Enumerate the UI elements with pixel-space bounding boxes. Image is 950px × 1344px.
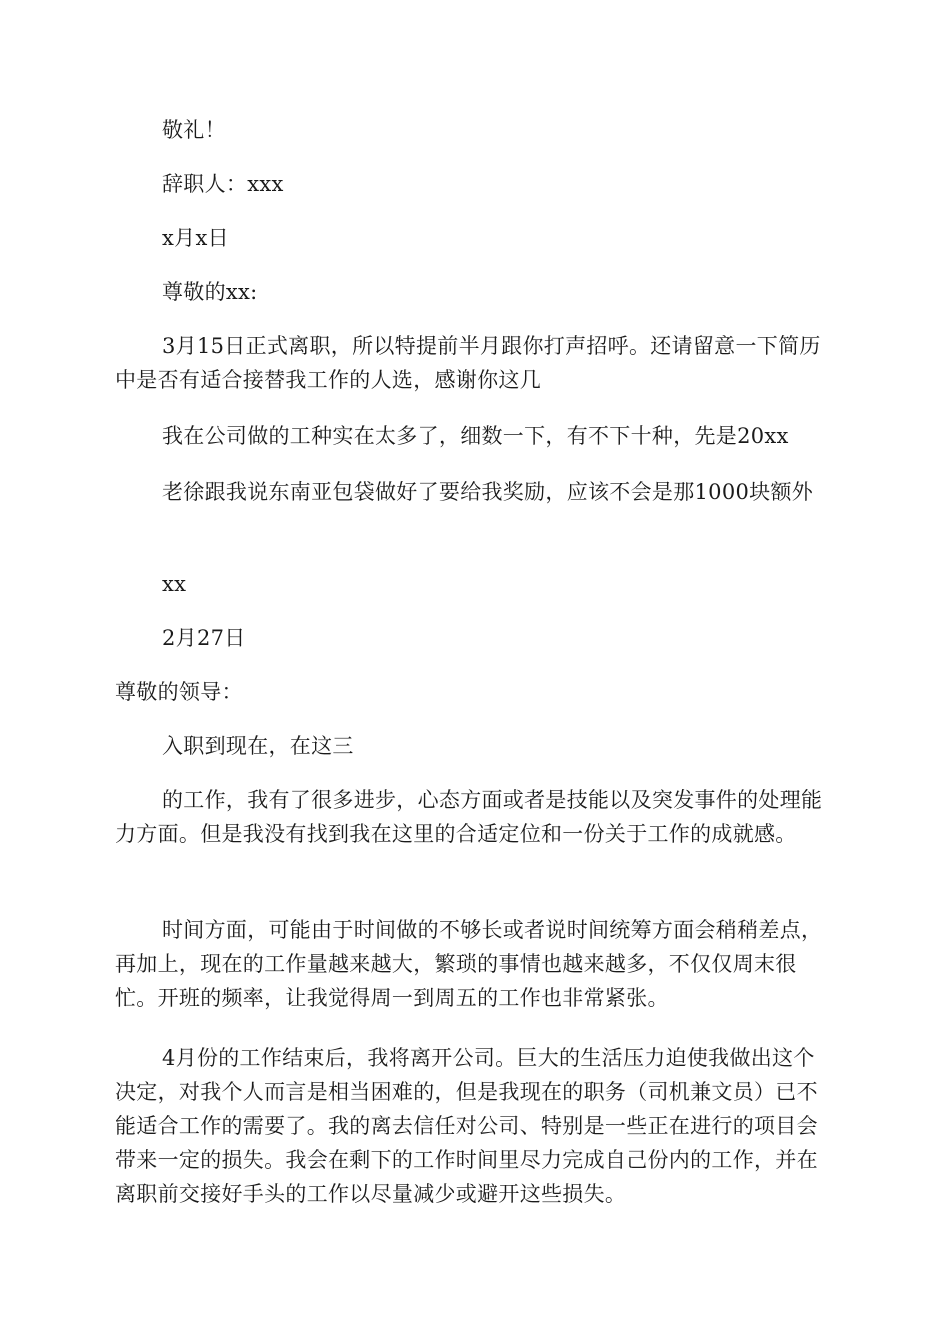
- body-paragraph: 的工作，我有了很多进步，心态方面或者是技能以及突发事件的处理能力方面。但是我没有找到我在这里的合适定位和一份关于工作的成就感。: [115, 788, 823, 846]
- body-paragraph: 我在公司做的工种实在太多了，细数一下，有不下十种，先是20xx: [162, 424, 789, 448]
- body-paragraph: 3月15日正式离职，所以特提前半月跟你打声招呼。还请留意一下简历中是否有适合接替我工作的人选，感谢你这几: [115, 334, 821, 392]
- body-paragraph: 老徐跟我说东南亚包袋做好了要给我奖励，应该不会是那1000块额外: [162, 480, 814, 504]
- date-line: x月x日: [162, 226, 229, 250]
- greeting-line: 尊敬的xx:: [162, 280, 258, 304]
- closing-salutation: 敬礼！: [162, 118, 226, 142]
- greeting-line: 尊敬的领导：: [115, 680, 243, 704]
- signature-line: 辞职人：xxx: [162, 172, 284, 196]
- body-paragraph: 4月份的工作结束后，我将离开公司。巨大的生活压力迫使我做出这个决定，对我个人而言是相当困难的，但是我现在的职务（司机兼文员）已不能适合工作的需要了。我的离去信任对公司、特别是一些正在进行的项目会带来一定的损失。我会在剩下的工作时间里尽力完成自己份内的工作，并在离职前交接好手头的工作以尽量减少或避开这些损失。: [115, 1046, 818, 1206]
- body-paragraph: 时间方面，可能由于时间做的不够长或者说时间统筹方面会稍稍差点，再加上，现在的工作量越来越大，繁琐的事情也越来越多，不仅仅周末很忙。开班的频率，让我觉得周一到周五的工作也非常紧张。: [115, 918, 823, 1010]
- body-paragraph: 入职到现在，在这三: [162, 734, 354, 758]
- signature-line: xx: [162, 572, 187, 596]
- date-line: 2月27日: [162, 626, 246, 650]
